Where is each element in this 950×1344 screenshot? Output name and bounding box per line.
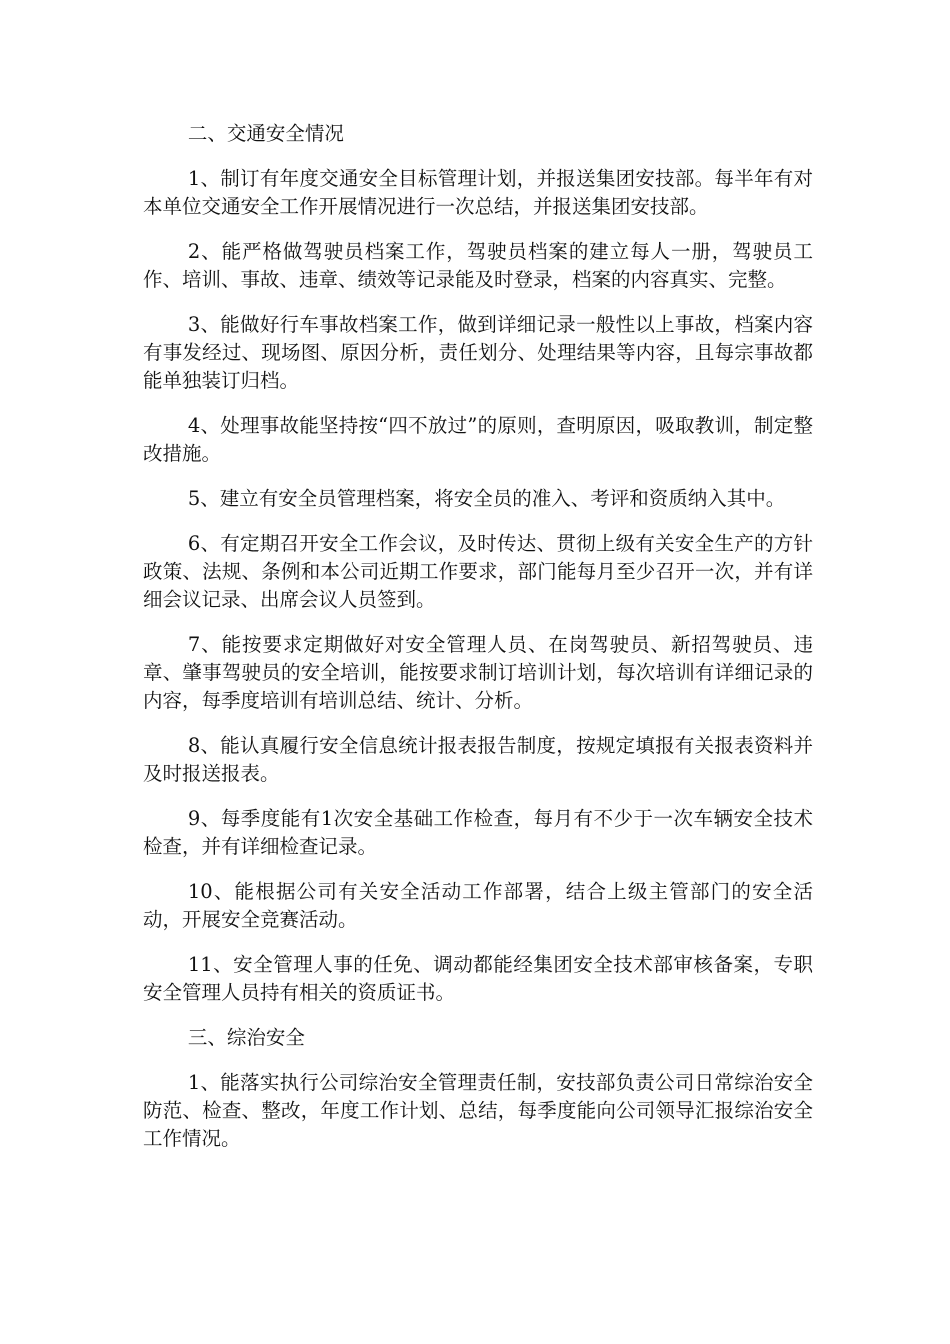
paragraph-traffic-10: 10、能根据公司有关安全活动工作部署，结合上级主管部门的安全活动，开展安全竞赛活动。 bbox=[143, 880, 813, 931]
paragraph-traffic-11: 11、安全管理人事的任免、调动都能经集团安全技术部审核备案，专职安全管理人员持有相关的资质证书。 bbox=[143, 953, 813, 1004]
section-heading-traffic-safety: 二、交通安全情况 bbox=[187, 122, 344, 145]
paragraph-traffic-6: 6、有定期召开安全工作会议，及时传达、贯彻上级有关安全生产的方针政策、法规、条例和本公司近期工作要求，部门能每月至少召开一次，并有详细会议记录、出席会议人员签到。 bbox=[143, 532, 813, 611]
paragraph-traffic-5: 5、建立有安全员管理档案，将安全员的准入、考评和资质纳入其中。 bbox=[187, 487, 786, 510]
paragraph-traffic-3: 3、能做好行车事故档案工作，做到详细记录一般性以上事故，档案内容有事发经过、现场图、原因分析，责任划分、处理结果等内容，且每宗事故都能单独装订归档。 bbox=[143, 313, 813, 392]
section-heading-comprehensive-security: 三、综治安全 bbox=[187, 1026, 305, 1049]
paragraph-traffic-7: 7、能按要求定期做好对安全管理人员、在岗驾驶员、新招驾驶员、违章、肇事驾驶员的安全培训，能按要求制订培训计划，每次培训有详细记录的内容，每季度培训有培训总结、统计、分析。 bbox=[143, 633, 813, 712]
paragraph-traffic-9: 9、每季度能有1次安全基础工作检查，每月有不少于一次车辆安全技术检查，并有详细检查记录。 bbox=[143, 807, 813, 858]
paragraph-traffic-2: 2、能严格做驾驶员档案工作，驾驶员档案的建立每人一册，驾驶员工作、培训、事故、违章、绩效等记录能及时登录，档案的内容真实、完整。 bbox=[143, 240, 813, 291]
paragraph-traffic-4: 4、处理事故能坚持按“四不放过”的原则，查明原因，吸取教训，制定整改措施。 bbox=[143, 414, 813, 465]
paragraph-traffic-8: 8、能认真履行安全信息统计报表报告制度，按规定填报有关报表资料并及时报送报表。 bbox=[143, 734, 813, 785]
document-page bbox=[143, 120, 813, 1170]
paragraph-traffic-1: 1、制订有年度交通安全目标管理计划，并报送集团安技部。每半年有对本单位交通安全工作开展情况进行一次总结，并报送集团安技部。 bbox=[143, 167, 813, 218]
paragraph-security-1: 1、能落实执行公司综治安全管理责任制，安技部负责公司日常综治安全防范、检查、整改，年度工作计划、总结，每季度能向公司领导汇报综治安全工作情况。 bbox=[143, 1071, 813, 1150]
